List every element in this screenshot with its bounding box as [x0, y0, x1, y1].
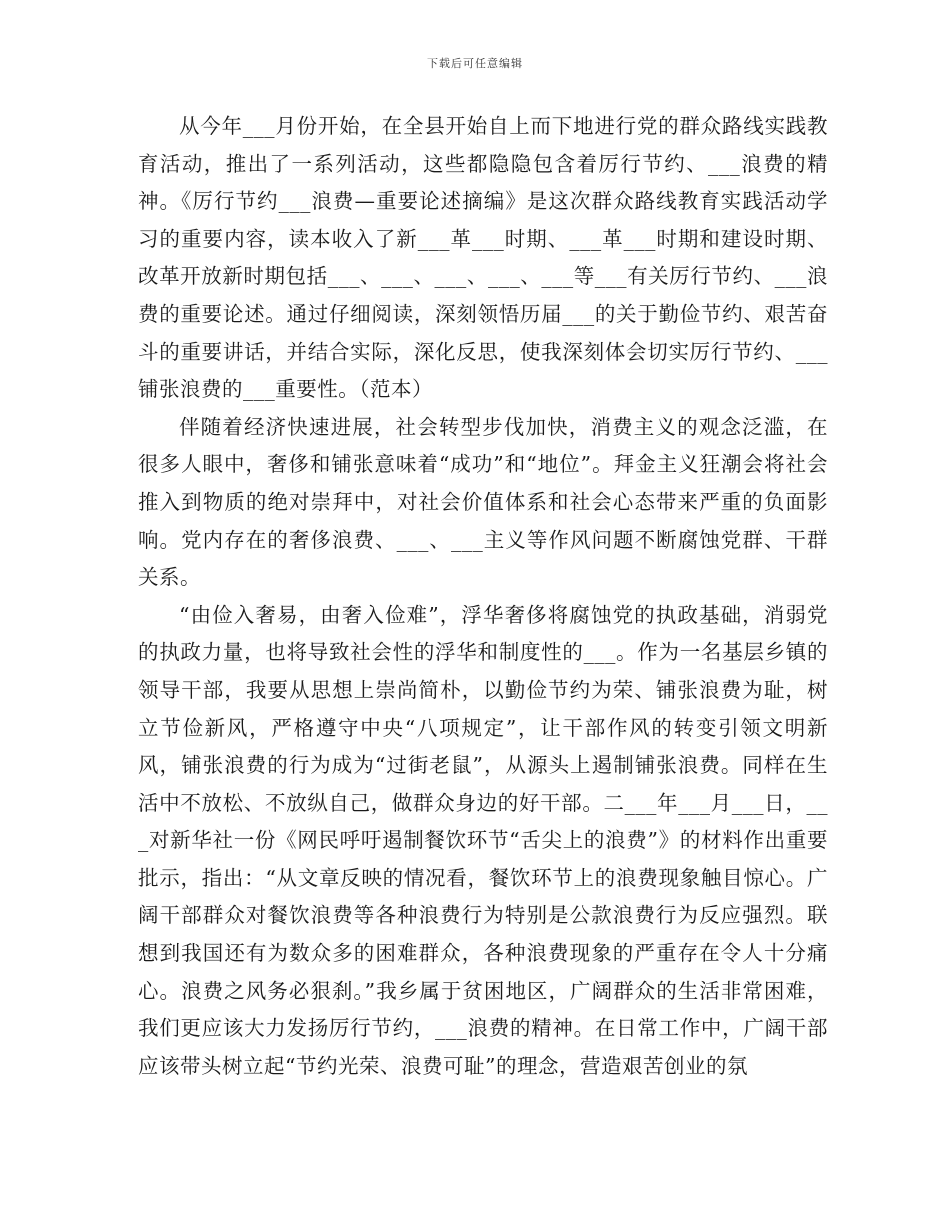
- paragraph-2: 伴随着经济快速进展，社会转型步伐加快，消费主义的观念泛滥，在很多人眼中，奢侈和铺张意味着“成功”和“地位”。拜金主义狂潮会将社会推入到物质的绝对崇拜中，对社会价值体系和社会心态带来严重的负面影响。党内存在的奢侈浪费、___、___主义等作风问题不断腐蚀党群、干群关系。: [138, 414, 828, 590]
- page-header: 下载后可任意编辑: [427, 57, 523, 70]
- document-body: [138, 108, 828, 1085]
- paragraph-1: 从今年___月份开始，在全县开始自上而下地进行党的群众路线实践教育活动，推出了一系列活动，这些都隐隐包含着厉行节约、___浪费的精神。《厉行节约___浪费—重要论述摘编》是这次群众路线教育实践活动学习的重要内容，读本收入了新___革___时期、___革___时期和建设时期、改革开放新时期包括___、___、___、___、___等___有关厉行节约、___浪费的重要论述。通过仔细阅读，深刻领悟历届___的关于勤俭节约、艰苦奋斗的重要讲话，并结合实际，深化反思，使我深刻体会切实厉行节约、___铺张浪费的___重要性。（范本）: [138, 114, 828, 402]
- paragraph-3: “由俭入奢易，由奢入俭难”，浮华奢侈将腐蚀党的执政基础，消弱党的执政力量，也将导致社会性的浮华和制度性的___。作为一名基层乡镇的领导干部，我要从思想上崇尚简朴，以勤俭节约为荣、铺张浪费为耻，树立节俭新风，严格遵守中央“八项规定”，让干部作风的转变引领文明新风，铺张浪费的行为成为“过街老鼠”，从源头上遏制铺张浪费。同样在生活中不放松、不放纵自己，做群众身边的好干部。二___年___月___日，___对新华社一份《网民呼吁遏制餐饮环节“舌尖上的浪费”》的材料作出重要批示，指出：“从文章反映的情况看，餐饮环节上的浪费现象触目惊心。广阔干部群众对餐饮浪费等各种浪费行为特别是公款浪费行为反应强烈。联想到我国还有为数众多的困难群众，各种浪费现象的严重存在令人十分痛心。浪费之风务必狠刹。”我乡属于贫困地区，广阔群众的生活非常困难，我们更应该大力发扬厉行节约，___浪费的精神。在日常工作中，广阔干部应该带头树立起“节约光荣、浪费可耻”的理念，营造艰苦创业的氛: [138, 602, 828, 1078]
